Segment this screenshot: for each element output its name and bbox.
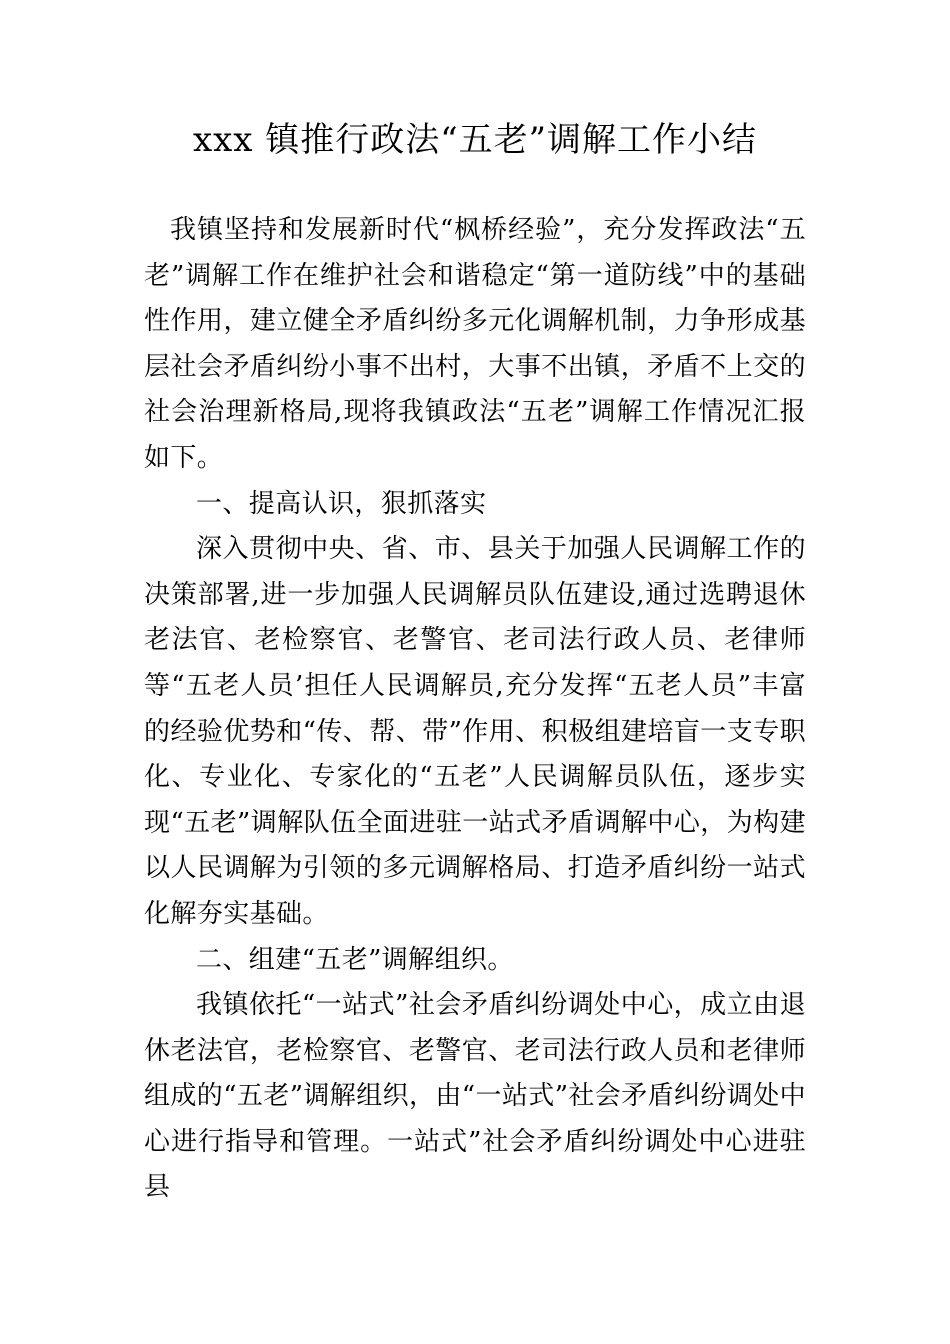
section-1-paragraph: 深入贯彻中央、省、市、县关于加强人民调解工作的决策部署,进一步加强人民调解员队伍建设,通过选聘退休老法官、老检察官、老警官、老司法行政人员、老律师等“五老人员’担任人民调解员,充分发挥“五老人员”丰富的经验优势和“传、帮、带”作用、积极组建培盲一支专职化、专业化、专家化的“五老”人民调解员队伍，逐步实现“五老”调解队伍全面进驻一站式矛盾调解中心，为构建以人民调解为引领的多元调解格局、打造矛盾纠纷一站式化解夯实基础。 <box>144 534 806 929</box>
section-1-heading: 一、提高认识，狠抓落实 <box>196 488 487 519</box>
intro-paragraph: 我镇坚持和发展新时代“枫桥经验”，充分发挥政法“五老”调解工作在维护社会和谐稳定“第一道防线”中的基础性作用，建立健全矛盾纠纷多元化调解机制，力争形成基层社会矛盾纠纷小事不出村，大事不出镇，矛盾不上交的社会治理新格局,现将我镇政法“五老”调解工作情况汇报如下。 <box>144 215 806 473</box>
document-title: xxx 镇推行政法“五老”调解工作小结 <box>192 120 758 160</box>
document-body <box>144 208 806 1211</box>
section-2-paragraph: 我镇依托“一站式”社会矛盾纠纷调处中心，成立由退休老法官，老检察官、老警官、老司法行政人员和老律师组成的“五老”调解组织，由“一站式”社会矛盾纠纷调处中心进行指导和管理。一站式”社会矛盾纠纷调处中心进驻县 <box>144 990 806 1203</box>
section-2-heading: 二、组建“五老”调解组织。 <box>196 944 514 975</box>
